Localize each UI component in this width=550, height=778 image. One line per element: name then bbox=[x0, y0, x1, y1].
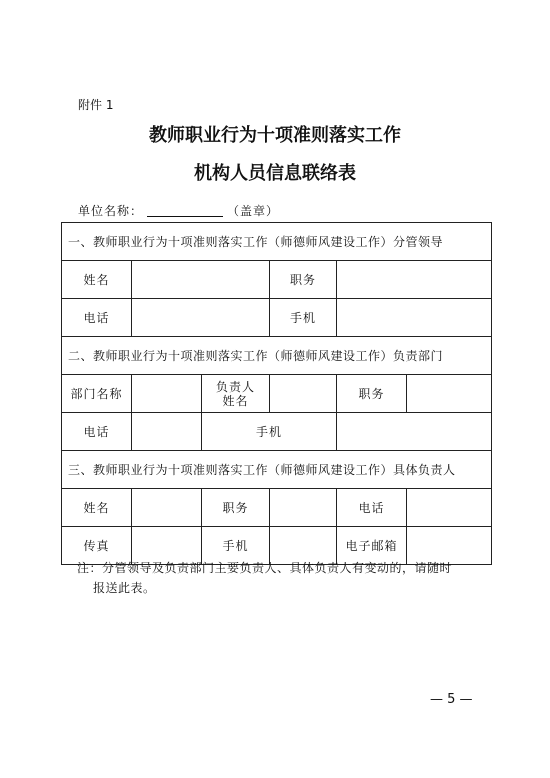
section2-header-row bbox=[62, 337, 492, 375]
s3-mobile-label: 手机 bbox=[202, 527, 270, 565]
s3-position-label: 职务 bbox=[202, 489, 270, 527]
s2-position-cell[interactable] bbox=[407, 375, 492, 413]
note-line2: 报送此表。 bbox=[93, 581, 156, 595]
document-title-line2: 机构人员信息联络表 bbox=[194, 163, 356, 184]
contact-table bbox=[61, 222, 492, 565]
note bbox=[77, 558, 497, 598]
s2-head-name-label bbox=[202, 375, 270, 413]
s3-position-cell[interactable] bbox=[270, 489, 337, 527]
s2-mobile-label: 手机 bbox=[202, 413, 337, 451]
unit-name-label: 单位名称： bbox=[78, 204, 144, 218]
section1-heading: 一、教师职业行为十项准则落实工作（师德师风建设工作）分管领导 bbox=[62, 223, 492, 261]
s2-head-name-cell[interactable] bbox=[270, 375, 337, 413]
unit-name-blank[interactable] bbox=[147, 204, 223, 217]
s3-name-label: 姓名 bbox=[62, 489, 132, 527]
section2-heading: 二、教师职业行为十项准则落实工作（师德师风建设工作）负责部门 bbox=[62, 337, 492, 375]
document-title-line1: 教师职业行为十项准则落实工作 bbox=[149, 125, 401, 146]
s3-fax-label: 传真 bbox=[62, 527, 132, 565]
page-number: — 5 — bbox=[430, 692, 473, 707]
section1-row1 bbox=[62, 261, 492, 299]
s2-phone-cell[interactable] bbox=[132, 413, 202, 451]
s2-phone-label: 电话 bbox=[62, 413, 132, 451]
note-line1: 注：分管领导及负责部门主要负责人、具体负责人有变动的，请随时 bbox=[77, 561, 453, 575]
s2-head-name-label-line2: 姓名 bbox=[222, 393, 249, 408]
attachment-label: 附件 1 bbox=[78, 98, 114, 112]
section1-header-row bbox=[62, 223, 492, 261]
s1-name-label: 姓名 bbox=[62, 261, 132, 299]
unit-name-row bbox=[78, 202, 279, 219]
section2-row1 bbox=[62, 375, 492, 413]
s1-phone-cell[interactable] bbox=[132, 299, 270, 337]
s1-mobile-label: 手机 bbox=[270, 299, 337, 337]
s3-name-cell[interactable] bbox=[132, 489, 202, 527]
section1-row2 bbox=[62, 299, 492, 337]
s2-dept-name-cell[interactable] bbox=[132, 375, 202, 413]
s3-phone-cell[interactable] bbox=[407, 489, 492, 527]
s2-position-label: 职务 bbox=[337, 375, 407, 413]
section3-row1 bbox=[62, 489, 492, 527]
s2-head-name-label-line1: 负责人 bbox=[215, 379, 255, 394]
s1-position-cell[interactable] bbox=[337, 261, 492, 299]
s3-email-label: 电子邮箱 bbox=[337, 527, 407, 565]
s1-position-label: 职务 bbox=[270, 261, 337, 299]
s2-dept-name-label: 部门名称 bbox=[62, 375, 132, 413]
s1-name-cell[interactable] bbox=[132, 261, 270, 299]
s1-phone-label: 电话 bbox=[62, 299, 132, 337]
seal-label: （盖章） bbox=[227, 204, 280, 218]
section2-row2 bbox=[62, 413, 492, 451]
section3-header-row bbox=[62, 451, 492, 489]
s3-phone-label: 电话 bbox=[337, 489, 407, 527]
s1-mobile-cell[interactable] bbox=[337, 299, 492, 337]
s2-mobile-cell[interactable] bbox=[337, 413, 492, 451]
section3-heading: 三、教师职业行为十项准则落实工作（师德师风建设工作）具体负责人 bbox=[62, 451, 492, 489]
